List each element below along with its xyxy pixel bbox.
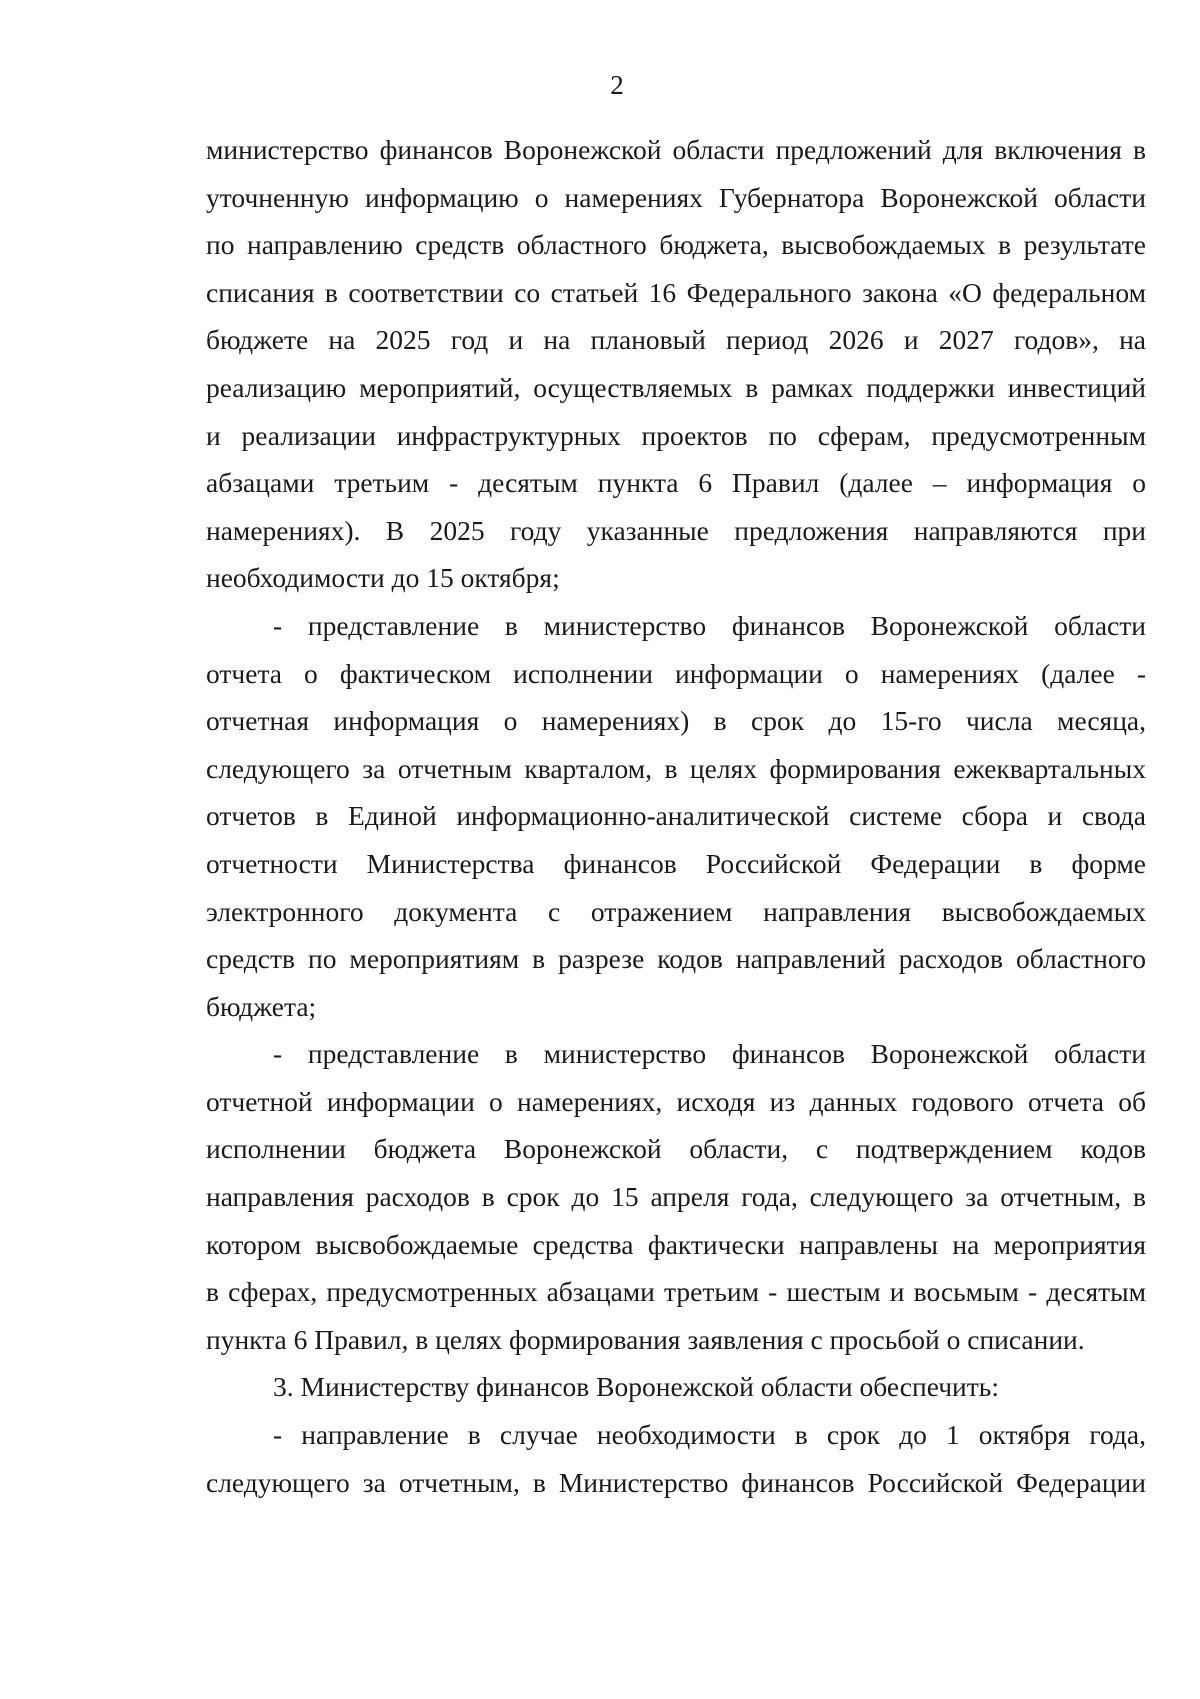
text-line: электронного документа с отражением направления высвобождаемых xyxy=(206,895,1146,927)
text-line: намерениях). В 2025 году указанные предложения направляются при xyxy=(206,514,1146,546)
text-line: - направление в случае необходимости в срок до 1 октября года, xyxy=(273,1419,1146,1451)
text-line: министерство финансов Воронежской области предложений для включения в xyxy=(206,134,1146,165)
text-line: абзацами третьим - десятым пункта 6 Правил (далее – информация о xyxy=(206,467,1146,499)
text-line: - представление в министерство финансов Воронежской области xyxy=(273,1038,1146,1070)
text-line: по направлению средств областного бюджета, высвобождаемых в результате xyxy=(206,229,1146,261)
document-body xyxy=(206,126,1146,1506)
text-line: исполнении бюджета Воронежской области, с подтверждением кодов xyxy=(206,1133,1146,1165)
text-line: уточненную информацию о намерениях Губернатора Воронежской области xyxy=(206,181,1146,213)
text-line: и реализации инфраструктурных проектов по сферам, предусмотренным xyxy=(206,419,1146,451)
text-line: пункта 6 Правил, в целях формирования заявления с просьбой о списании. xyxy=(206,1323,1085,1355)
text-line: отчетов в Единой информационно-аналитической системе сбора и свода xyxy=(206,800,1146,832)
text-line: списания в соответствии со статьей 16 Федерального закона «О федеральном xyxy=(206,276,1146,308)
text-line: отчетной информации о намерениях, исходя из данных годового отчета об xyxy=(206,1085,1146,1117)
text-line: отчета о фактическом исполнении информации о намерениях (далее - xyxy=(206,657,1146,689)
text-line: бюджете на 2025 год и на плановый период 2026 и 2027 годов», на xyxy=(206,324,1146,356)
text-line: направления расходов в срок до 15 апреля года, следующего за отчетным, в xyxy=(206,1181,1146,1213)
text-line: 3. Министерству финансов Воронежской области обеспечить: xyxy=(273,1371,999,1403)
text-line: необходимости до 15 октября; xyxy=(206,562,560,594)
text-line: котором высвобождаемые средства фактически направлены на мероприятия xyxy=(206,1228,1146,1260)
page-number: 2 xyxy=(610,70,624,100)
text-line: средств по мероприятиям в разрезе кодов направлений расходов областного xyxy=(206,943,1146,975)
text-line: бюджета; xyxy=(206,990,317,1022)
text-line: - представление в министерство финансов Воронежской области xyxy=(273,609,1146,641)
text-line: следующего за отчетным, в Министерство финансов Российской Федерации xyxy=(206,1466,1146,1498)
text-line: отчетности Министерства финансов Российской Федерации в форме xyxy=(206,847,1146,879)
text-line: отчетная информация о намерениях) в срок до 15-го числа месяца, xyxy=(206,705,1146,737)
text-line: реализацию мероприятий, осуществляемых в рамках поддержки инвестиций xyxy=(206,371,1146,403)
text-line: следующего за отчетным кварталом, в целях формирования ежеквартальных xyxy=(206,752,1146,784)
text-line: в сферах, предусмотренных абзацами третьим - шестым и восьмым - десятым xyxy=(206,1276,1146,1308)
